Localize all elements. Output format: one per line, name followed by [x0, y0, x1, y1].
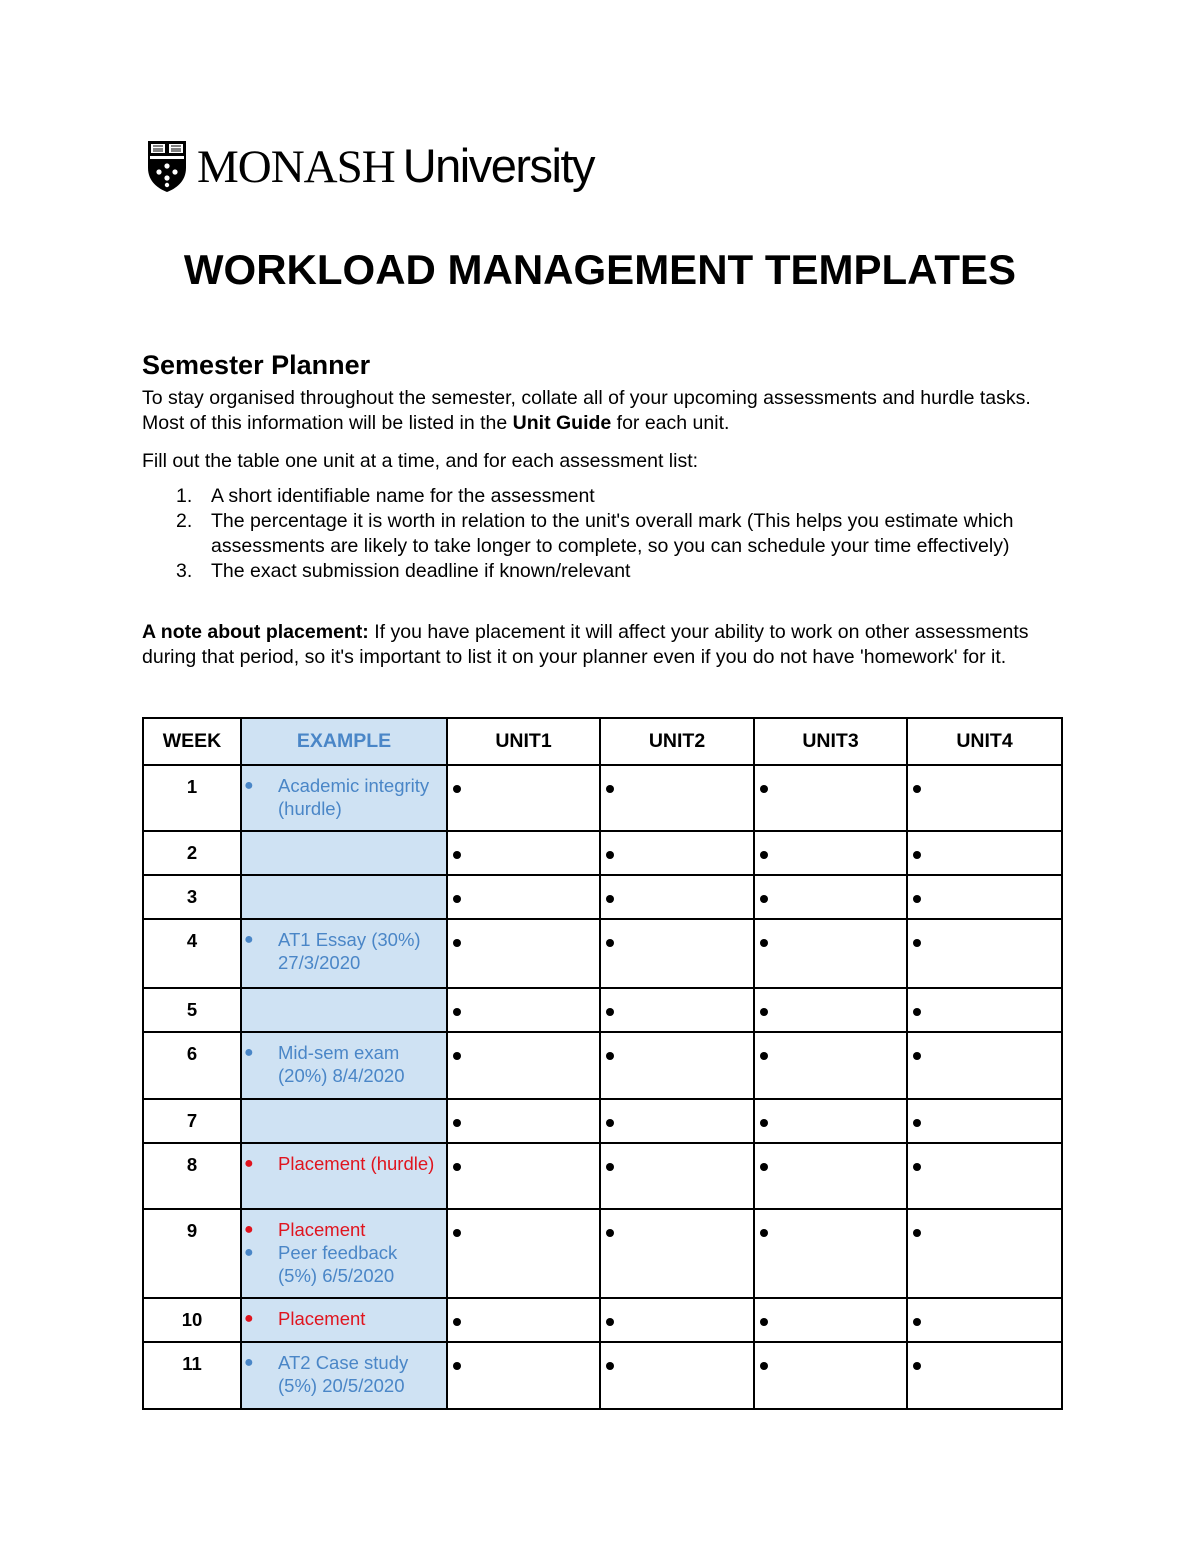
unit4-cell[interactable]: [907, 1209, 1062, 1298]
unit4-cell[interactable]: [907, 875, 1062, 919]
table-row: [143, 919, 1062, 988]
brand-secondary: University: [402, 138, 595, 192]
unit1-cell[interactable]: [447, 1099, 600, 1143]
example-item-text: AT2 Case study (5%) 20/5/2020: [278, 1352, 409, 1396]
bullet-icon: [913, 1052, 921, 1060]
example-item-text: AT1 Essay (30%) 27/3/2020: [278, 929, 421, 973]
example-cell: [241, 875, 447, 919]
bullet-icon: [606, 939, 614, 947]
bullet-icon: [453, 1052, 461, 1060]
week-number: 11: [143, 1342, 241, 1409]
unit1-cell[interactable]: [447, 875, 600, 919]
bullet-icon: [913, 1163, 921, 1171]
bullet-icon: [453, 1318, 461, 1326]
list-item: [142, 509, 1062, 559]
unit1-cell[interactable]: [447, 1209, 600, 1298]
example-item: [242, 774, 446, 820]
bullet-icon: [760, 1163, 768, 1171]
example-item: [242, 1152, 446, 1175]
unit3-cell[interactable]: [754, 1032, 907, 1099]
unit3-cell[interactable]: [754, 988, 907, 1032]
placement-note: [142, 620, 1062, 670]
unit3-cell[interactable]: [754, 831, 907, 875]
unit4-cell[interactable]: [907, 1298, 1062, 1342]
unit1-cell[interactable]: [447, 1342, 600, 1409]
bullet-icon: ●: [244, 931, 254, 948]
unit2-cell[interactable]: [600, 1342, 754, 1409]
monash-crest-icon: [145, 138, 189, 194]
example-item: [242, 1218, 446, 1241]
bullet-icon: [453, 785, 461, 793]
table-header-row: [143, 718, 1062, 765]
bullet-icon: [606, 1119, 614, 1127]
example-cell: [241, 919, 447, 988]
table-row: [143, 1209, 1062, 1298]
table-row: [143, 1298, 1062, 1342]
unit3-cell[interactable]: [754, 1298, 907, 1342]
week-number: 8: [143, 1143, 241, 1209]
step-number: 1.: [176, 485, 193, 507]
unit4-cell[interactable]: [907, 919, 1062, 988]
bullet-icon: [760, 1362, 768, 1370]
bullet-icon: ●: [244, 777, 254, 794]
step-number: 2.: [176, 510, 193, 532]
bullet-icon: [606, 785, 614, 793]
bullet-icon: [913, 895, 921, 903]
bullet-icon: [453, 1362, 461, 1370]
unit4-cell[interactable]: [907, 831, 1062, 875]
week-number: 2: [143, 831, 241, 875]
bullet-icon: [913, 939, 921, 947]
bullet-icon: [453, 1229, 461, 1237]
step-text: A short identifiable name for the assessment: [211, 485, 595, 507]
example-item-text: Placement: [278, 1308, 366, 1329]
example-cell: [241, 1298, 447, 1342]
table-row: [143, 1143, 1062, 1209]
unit1-cell[interactable]: [447, 1032, 600, 1099]
bullet-icon: [453, 851, 461, 859]
example-cell: [241, 1099, 447, 1143]
header-unit2: UNIT2: [600, 718, 754, 765]
bullet-icon: [760, 1119, 768, 1127]
bullet-icon: [453, 1163, 461, 1171]
fill-instruction: Fill out the table one unit at a time, and for each assessment list:: [142, 450, 699, 472]
week-number: 10: [143, 1298, 241, 1342]
week-number: 5: [143, 988, 241, 1032]
unit3-cell[interactable]: [754, 919, 907, 988]
week-number: 4: [143, 919, 241, 988]
bullet-icon: ●: [244, 1221, 254, 1238]
unit3-cell[interactable]: [754, 1143, 907, 1209]
bullet-icon: ●: [244, 1244, 254, 1261]
step-text: The exact submission deadline if known/relevant: [211, 560, 631, 582]
example-cell: [241, 1032, 447, 1099]
bullet-icon: [913, 1008, 921, 1016]
unit4-cell[interactable]: [907, 1143, 1062, 1209]
unit4-cell[interactable]: [907, 988, 1062, 1032]
unit1-cell[interactable]: [447, 765, 600, 831]
unit1-cell[interactable]: [447, 1298, 600, 1342]
example-cell: [241, 1342, 447, 1409]
intro-paragraph: [142, 386, 1062, 436]
unit4-cell[interactable]: [907, 1032, 1062, 1099]
brand-primary: MONASH: [197, 140, 395, 193]
bullet-icon: [760, 851, 768, 859]
example-cell: [241, 1209, 447, 1298]
unit3-cell[interactable]: [754, 875, 907, 919]
bullet-icon: [453, 939, 461, 947]
intro-text-end: for each unit.: [611, 412, 730, 434]
bullet-icon: [760, 785, 768, 793]
step-text: The percentage it is worth in relation to the unit's overall mark (This helps you estimate which assessments are likely to take longer to complete, so you can schedule your time effectively): [211, 510, 1014, 557]
bullet-icon: [760, 1052, 768, 1060]
table-row: [143, 988, 1062, 1032]
header-example: EXAMPLE: [241, 718, 447, 765]
bullet-icon: [913, 851, 921, 859]
header-unit3: UNIT3: [754, 718, 907, 765]
unit2-cell[interactable]: [600, 875, 754, 919]
table-row: [143, 831, 1062, 875]
example-item: [242, 1307, 446, 1330]
assessment-steps-list: [142, 484, 1062, 584]
list-item: [142, 484, 1062, 509]
unit1-cell[interactable]: [447, 1143, 600, 1209]
bullet-icon: ●: [244, 1155, 254, 1172]
bullet-icon: [760, 1008, 768, 1016]
unit3-cell[interactable]: [754, 1342, 907, 1409]
bullet-icon: [453, 1008, 461, 1016]
example-cell: [241, 765, 447, 831]
bullet-icon: [913, 1318, 921, 1326]
document-title: WORKLOAD MANAGEMENT TEMPLATES: [183, 246, 1017, 293]
bullet-icon: ●: [244, 1310, 254, 1327]
bullet-icon: [760, 1318, 768, 1326]
example-cell: [241, 1143, 447, 1209]
unit4-cell[interactable]: [907, 765, 1062, 831]
example-item-text: Academic integrity (hurdle): [278, 775, 430, 819]
unit3-cell[interactable]: [754, 1209, 907, 1298]
unit2-cell[interactable]: [600, 919, 754, 988]
bullet-icon: ●: [244, 1354, 254, 1371]
unit2-cell[interactable]: [600, 1099, 754, 1143]
week-number: 6: [143, 1032, 241, 1099]
bullet-icon: [606, 895, 614, 903]
unit1-cell[interactable]: [447, 988, 600, 1032]
unit3-cell[interactable]: [754, 765, 907, 831]
bullet-icon: [760, 1229, 768, 1237]
unit2-cell[interactable]: [600, 988, 754, 1032]
bullet-icon: [606, 1229, 614, 1237]
table-row: [143, 1032, 1062, 1099]
bullet-icon: [606, 1318, 614, 1326]
unit1-cell[interactable]: [447, 831, 600, 875]
section-title: Semester Planner: [142, 350, 371, 380]
unit1-cell[interactable]: [447, 919, 600, 988]
week-number: 9: [143, 1209, 241, 1298]
week-number: 7: [143, 1099, 241, 1143]
example-item-text: Mid-sem exam (20%) 8/4/2020: [278, 1042, 405, 1086]
bullet-icon: [453, 895, 461, 903]
example-item: [242, 1241, 446, 1287]
bullet-icon: [760, 895, 768, 903]
placement-note-lead: A note about placement:: [142, 621, 369, 643]
header-week: WEEK: [143, 718, 241, 765]
semester-planner-table: [142, 717, 1063, 1410]
example-item: [242, 1041, 446, 1087]
example-item: [242, 1351, 446, 1397]
bullet-icon: [913, 1119, 921, 1127]
example-cell: [241, 988, 447, 1032]
bullet-icon: [453, 1119, 461, 1127]
unit2-cell[interactable]: [600, 1209, 754, 1298]
unit3-cell[interactable]: [754, 1099, 907, 1143]
bullet-icon: [606, 1052, 614, 1060]
bullet-icon: [606, 1008, 614, 1016]
unit4-cell[interactable]: [907, 1099, 1062, 1143]
unit4-cell[interactable]: [907, 1342, 1062, 1409]
table-row: [143, 765, 1062, 831]
placement-note-text: If you have placement it will affect your ability to work on other assessments during that period, so it's important to list it on your planner even if you do not have 'homework' for it.: [142, 621, 1029, 668]
step-number: 3.: [176, 560, 193, 582]
bullet-icon: [606, 1362, 614, 1370]
table-row: [143, 875, 1062, 919]
bullet-icon: [913, 1229, 921, 1237]
bullet-icon: [606, 1163, 614, 1171]
bullet-icon: [606, 851, 614, 859]
unit-guide-emphasis: Unit Guide: [512, 412, 612, 434]
intro-text-start: To stay organised throughout the semester, collate all of your upcoming assessments and hurdle tasks. Most of this information will be listed in the: [142, 387, 1031, 434]
example-item-text: Placement: [278, 1219, 366, 1240]
header-unit1: UNIT1: [447, 718, 600, 765]
bullet-icon: [913, 785, 921, 793]
monash-logo: [145, 138, 594, 194]
unit2-cell[interactable]: [600, 1143, 754, 1209]
bullet-icon: [913, 1362, 921, 1370]
week-number: 3: [143, 875, 241, 919]
unit2-cell[interactable]: [600, 765, 754, 831]
table-row: [143, 1342, 1062, 1409]
unit2-cell[interactable]: [600, 1032, 754, 1099]
header-unit4: UNIT4: [907, 718, 1062, 765]
bullet-icon: [760, 939, 768, 947]
unit2-cell[interactable]: [600, 1298, 754, 1342]
example-item-text: Placement (hurdle): [278, 1153, 435, 1174]
list-item: [142, 559, 1062, 584]
example-item-text: Peer feedback (5%) 6/5/2020: [278, 1242, 398, 1286]
unit2-cell[interactable]: [600, 831, 754, 875]
week-number: 1: [143, 765, 241, 831]
table-row: [143, 1099, 1062, 1143]
bullet-icon: ●: [244, 1044, 254, 1061]
example-cell: [241, 831, 447, 875]
example-item: [242, 928, 446, 974]
